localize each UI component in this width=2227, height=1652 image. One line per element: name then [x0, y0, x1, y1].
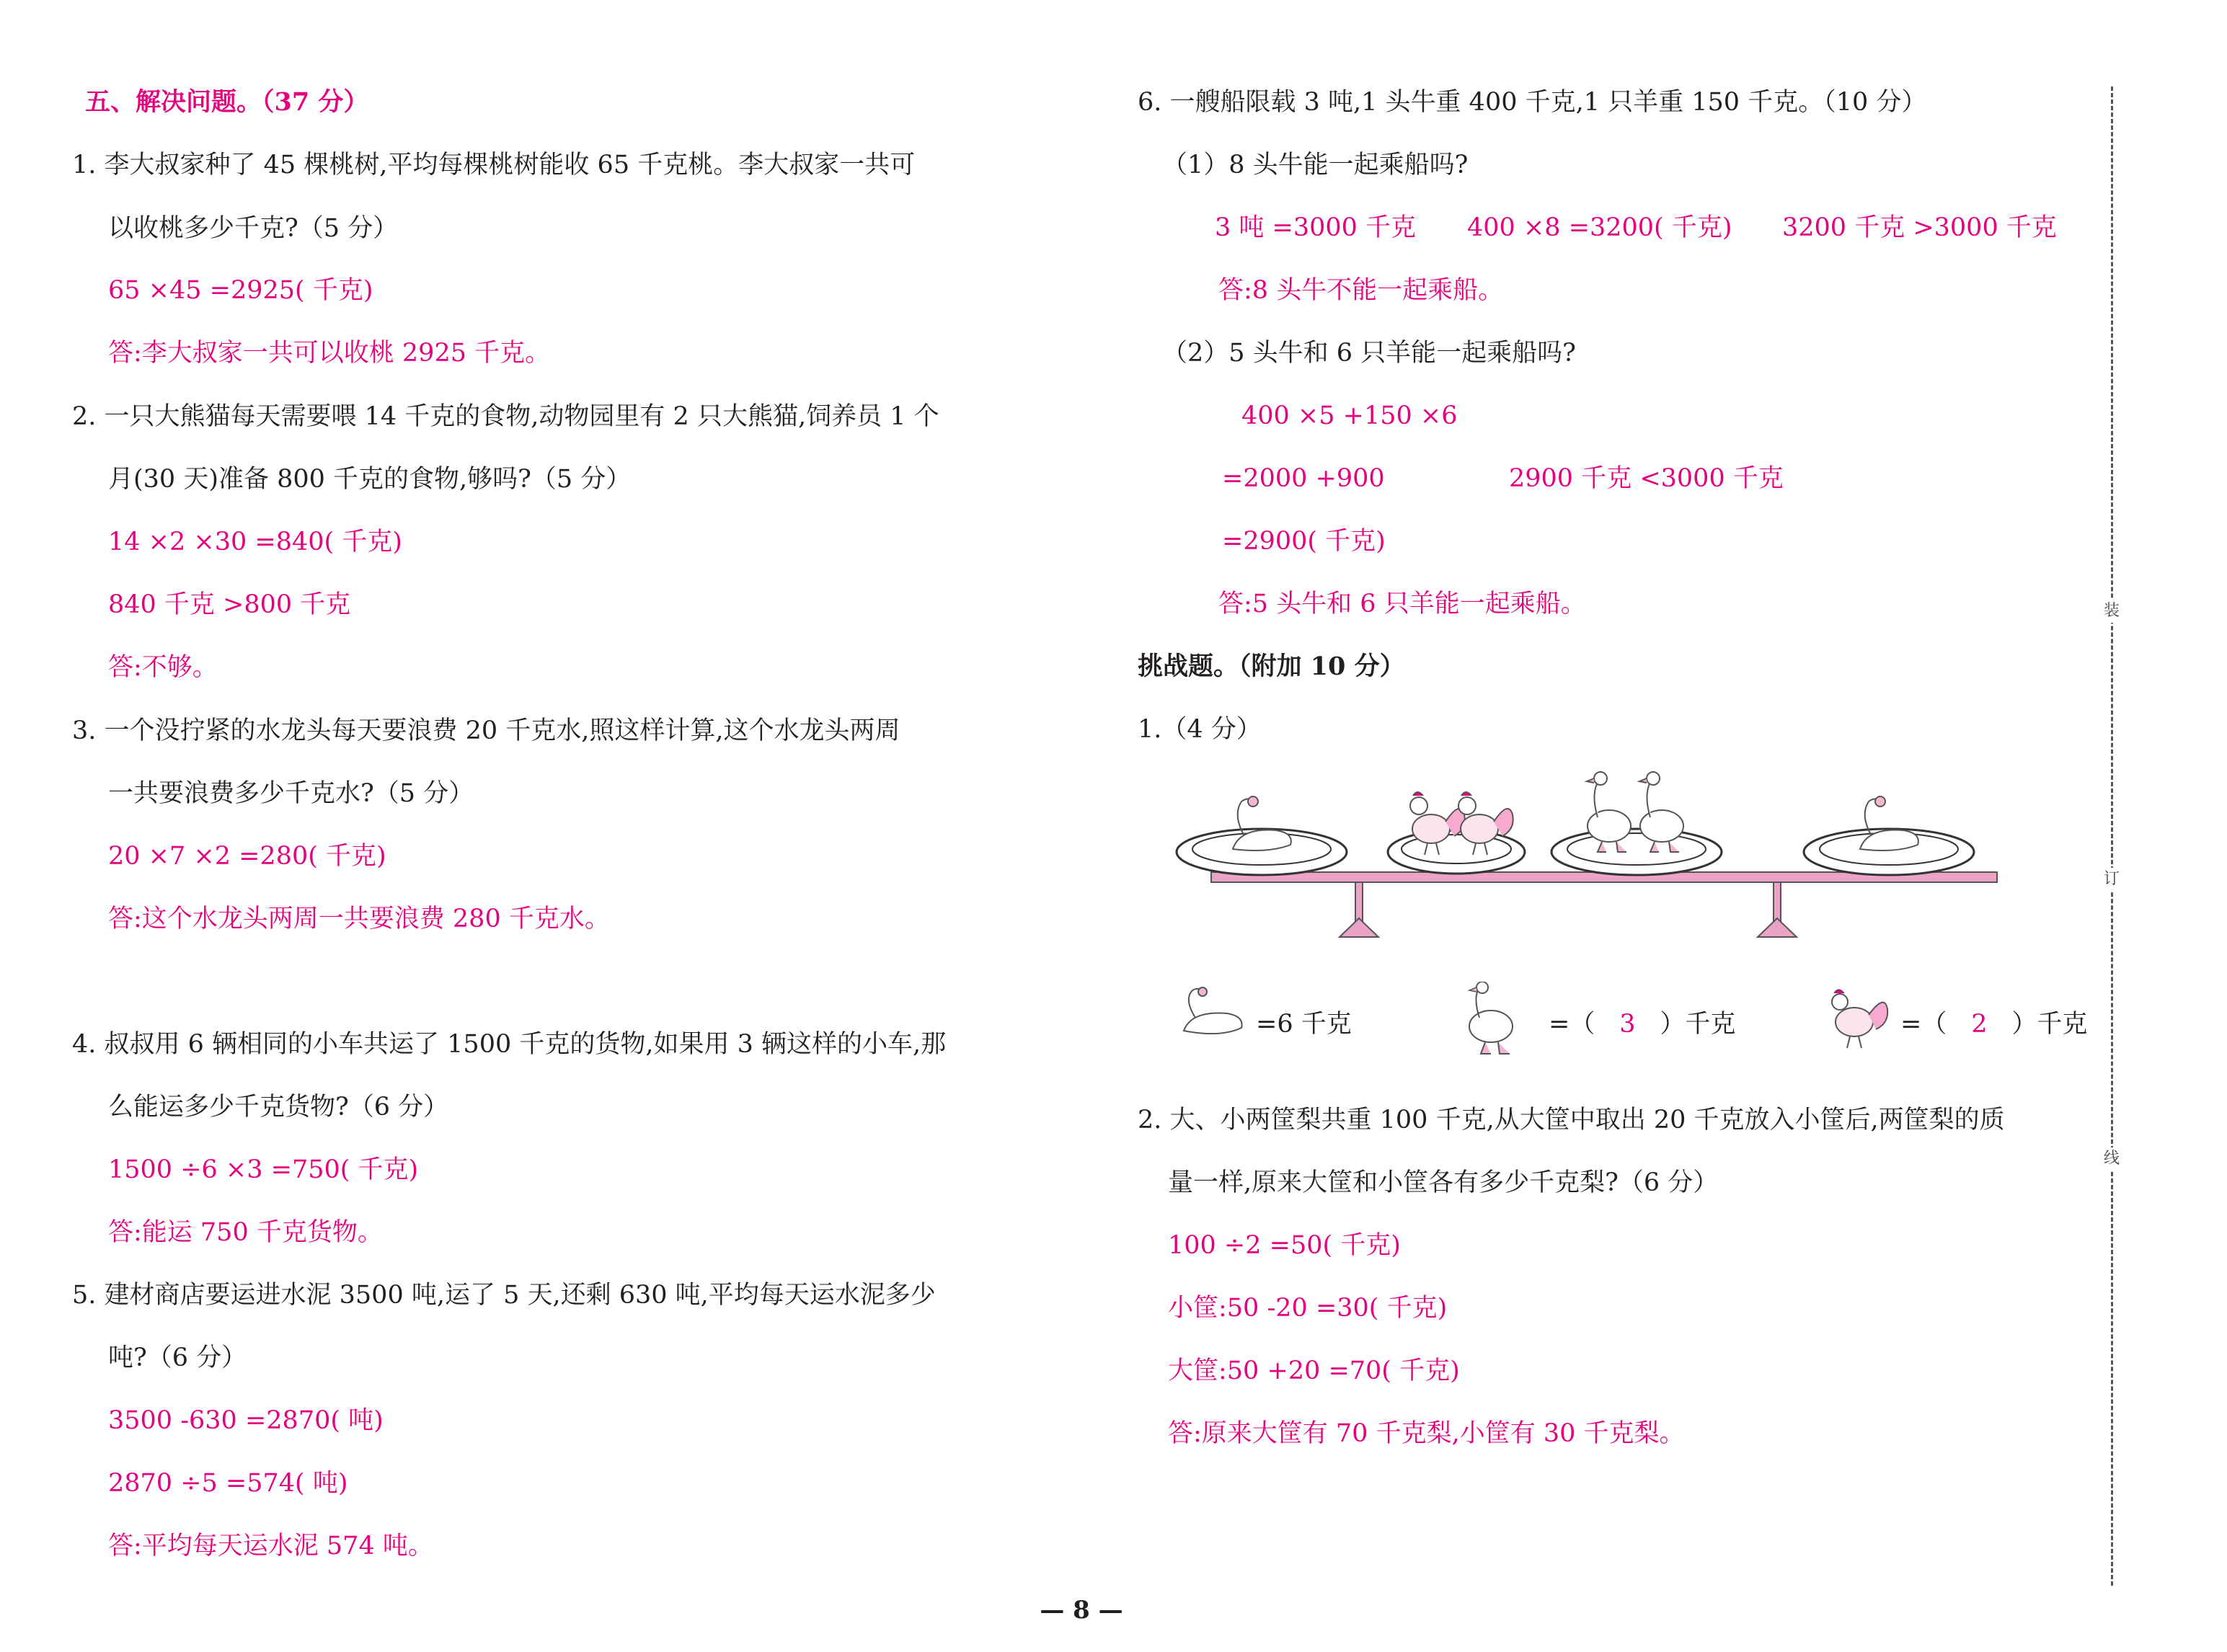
c2-calc2: 小筐:50 -20 =30( 千克) [1168, 1294, 1448, 1323]
q2-calc1: 14 ×2 ×30 =840( 千克) [108, 528, 402, 556]
q1-text-line1: 1. 李大叔家种了 45 棵桃树,平均每棵桃树能收 65 千克桃。李大叔家一共可 [72, 151, 916, 179]
q5-calc2: 2870 ÷5 =574( 吨) [108, 1469, 348, 1498]
q1-text-line2: 以收桃多少千克?（5 分） [108, 214, 399, 243]
q3-calc: 20 ×7 ×2 =280( 千克) [108, 842, 386, 871]
swan-equation: =6 千克 [1256, 1010, 1352, 1039]
q3-text-line1: 3. 一个没拧紧的水龙头每天要浪费 20 千克水,照这样计算,这个水龙头两周 [72, 716, 900, 745]
q6-sub1-calc-a: 3 吨 =3000 千克 [1215, 213, 1417, 242]
swan-icon [1860, 796, 1918, 851]
section-title: 五、解决问题。（37 分） [85, 87, 369, 117]
q2-text-line1: 2. 一只大熊猫每天需要喂 14 千克的食物,动物园里有 2 只大熊猫,饲养员 1 个 [72, 402, 939, 431]
goose-eq-prefix: =（ [1549, 1010, 1595, 1039]
q1-answer: 答:李大叔家一共可以收桃 2925 千克。 [108, 339, 551, 368]
q2-text-line2: 月(30 天)准备 800 千克的食物,够吗?（5 分） [108, 465, 632, 494]
goose-icon [1456, 982, 1521, 1061]
c2-text-line2: 量一样,原来大筐和小筐各有多少千克梨?（6 分） [1168, 1168, 1719, 1197]
q5-text-line1: 5. 建材商店要运进水泥 3500 吨,运了 5 天,还剩 630 吨,平均每天运水泥多少 [72, 1281, 936, 1310]
gutter-char-xian: 线 [2100, 1147, 2123, 1171]
q3-answer: 答:这个水龙头两周一共要浪费 280 千克水。 [108, 905, 610, 933]
rooster-eq-prefix: =（ [1900, 1010, 1947, 1039]
gutter-char-ding: 订 [2100, 868, 2123, 891]
goose-answer: 3 [1619, 1010, 1636, 1039]
q6-sub2: （2）5 头牛和 6 只羊能一起乘船吗? [1162, 339, 1576, 368]
c1-label: 1.（4 分） [1138, 715, 1262, 744]
right-fulcrum [1758, 882, 1797, 937]
q6-sub2-compare: 2900 千克 <3000 千克 [1509, 464, 1784, 493]
q6-sub1: （1）8 头牛能一起乘船吗? [1162, 151, 1469, 179]
rooster-equation [1900, 1007, 2087, 1042]
plate-3 [1551, 829, 1722, 875]
goose-equation [1549, 1007, 1735, 1042]
q6-sub2-calc2: =2000 +900 [1222, 464, 1385, 493]
swan-icon [1174, 986, 1249, 1044]
rooster-eq-suffix: ）千克 [2011, 1010, 2088, 1039]
q6-sub2-calc3: =2900( 千克) [1222, 527, 1386, 556]
binding-cut-line [2111, 86, 2113, 1586]
c2-answer: 答:原来大筐有 70 千克梨,小筐有 30 千克梨。 [1168, 1419, 1685, 1448]
q1-calc: 65 ×45 =2925( 千克) [108, 276, 373, 305]
q4-text-line2: 么能运多少千克货物?（6 分） [108, 1093, 449, 1122]
q6-sub1-answer: 答:8 头牛不能一起乘船。 [1218, 276, 1504, 305]
q3-text-line2: 一共要浪费多少千克水?（5 分） [108, 779, 474, 808]
q6-sub2-answer: 答:5 头牛和 6 只羊能一起乘船。 [1218, 590, 1586, 618]
q6-sub2-calc1: 400 ×5 +150 ×6 [1241, 401, 1458, 430]
q4-calc: 1500 ÷6 ×3 =750( 千克) [108, 1155, 419, 1184]
q5-answer: 答:平均每天运水泥 574 吨。 [108, 1532, 433, 1560]
c2-calc3: 大筐:50 +20 =70( 千克) [1168, 1356, 1460, 1385]
gutter-char-zhuang: 装 [2100, 600, 2123, 623]
q4-answer: 答:能运 750 千克货物。 [108, 1218, 383, 1247]
rooster-icon [1818, 986, 1890, 1051]
q2-answer: 答:不够。 [108, 653, 218, 682]
swan-icon [1233, 796, 1291, 851]
q4-text-line1: 4. 叔叔用 6 辆相同的小车共运了 1500 千克的货物,如果用 3 辆这样的小车,那 [72, 1030, 947, 1059]
rooster-answer: 2 [1971, 1010, 1988, 1039]
challenge-title: 挑战题。（附加 10 分） [1138, 652, 1405, 681]
q5-text-line2: 吨?（6 分） [108, 1344, 247, 1372]
c2-calc1: 100 ÷2 =50( 千克) [1168, 1231, 1401, 1260]
plate-2 [1388, 830, 1525, 874]
q5-calc1: 3500 -630 =2870( 吨) [108, 1406, 384, 1435]
q6-text-line1: 6. 一艘船限载 3 吨,1 头牛重 400 千克,1 只羊重 150 千克。（10 分） [1138, 88, 1927, 117]
q6-sub1-calc-b: 400 ×8 =3200( 千克) [1467, 213, 1732, 242]
q6-sub1-calc-c: 3200 千克 >3000 千克 [1782, 213, 2057, 242]
goose-eq-suffix: ）千克 [1660, 1010, 1736, 1039]
balance-scale-illustration [1154, 764, 2040, 951]
c2-text-line1: 2. 大、小两筐梨共重 100 千克,从大筐中取出 20 千克放入小筐后,两筐梨的质 [1138, 1106, 2005, 1134]
left-fulcrum [1340, 882, 1378, 937]
page-number: — 8 — [1040, 1596, 1123, 1625]
q2-calc2: 840 千克 >800 千克 [108, 590, 351, 619]
